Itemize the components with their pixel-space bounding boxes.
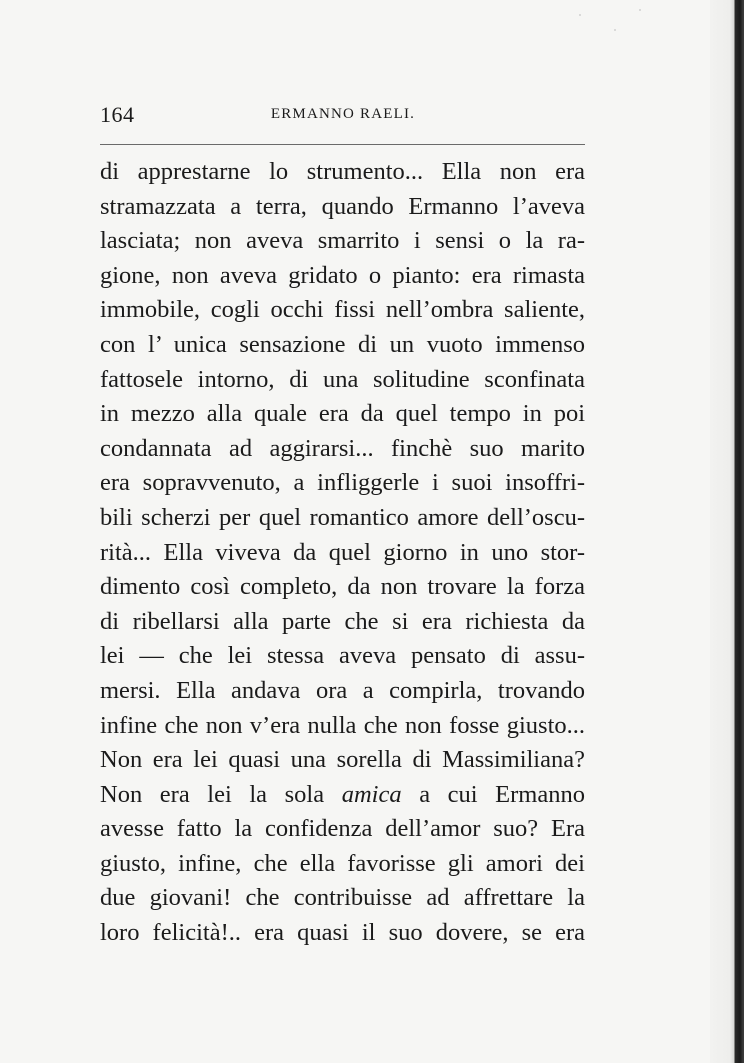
text-line: di ribellarsi alla parte che si era richiesta da [100,607,585,635]
text-line: lei — che lei stessa aveva pensato di assu- [100,642,585,670]
text-line [100,778,585,813]
text-line: in mezzo alla quale era da quel tempo in poi [100,400,585,428]
text-line: mersi. Ella andava ora a compirla, trovando [100,676,585,704]
text-line: rità... Ella viveva da quel giorno in uno stor- [100,538,585,566]
text-line: di apprestarne lo strumento... Ella non era [100,158,585,185]
text-line: loro felicità!.. era quasi il suo dovere, se era [100,919,585,947]
text-line: bili scherzi per quel romantico amore dell’oscu- [100,503,585,531]
text-line: due giovani! che contribuisse ad affrettare la [100,884,585,912]
paper-specks [560,0,660,50]
text-line: con l’ unica sensazione di un vuoto immenso [100,330,585,358]
text-segment: a cui Ermanno [401,780,585,808]
text-line: lasciata; non aveva smarrito i sensi o la ra- [100,227,585,255]
running-title: ERMANNO RAELI. [270,106,416,122]
text-line: fattosele intorno, di una solitudine sconfinata [100,365,585,393]
text-line: gione, non aveva gridato o pianto: era rimasta [100,261,585,289]
text-line: dimento così completo, da non trovare la forza [100,573,585,601]
text-line: era sopravvenuto, a infliggerle i suoi insoffri- [100,469,585,497]
text-line: condannata ad aggirarsi... finchè suo marito [100,434,585,462]
body-text [100,155,585,951]
text-line: avesse fatto la confidenza dell’amor suo? Era [100,815,585,843]
text-line: giusto, infine, che ella favorisse gli amori dei [100,849,585,877]
book-spine-edge [710,0,744,1063]
page-header [100,102,585,132]
text-line: stramazzata a terra, quando Ermanno l’aveva [100,192,585,220]
header-rule [100,144,585,145]
text-line: immobile, cogli occhi fissi nell’ombra saliente, [100,296,585,324]
text-segment: Non era lei la sola [100,780,342,808]
text-line: infine che non v’era nulla che non fosse giusto... [100,711,585,739]
page-number: 164 [100,102,135,127]
italic-word: amica [341,780,402,808]
text-line: Non era lei quasi una sorella di Massimiliana? [100,746,585,774]
